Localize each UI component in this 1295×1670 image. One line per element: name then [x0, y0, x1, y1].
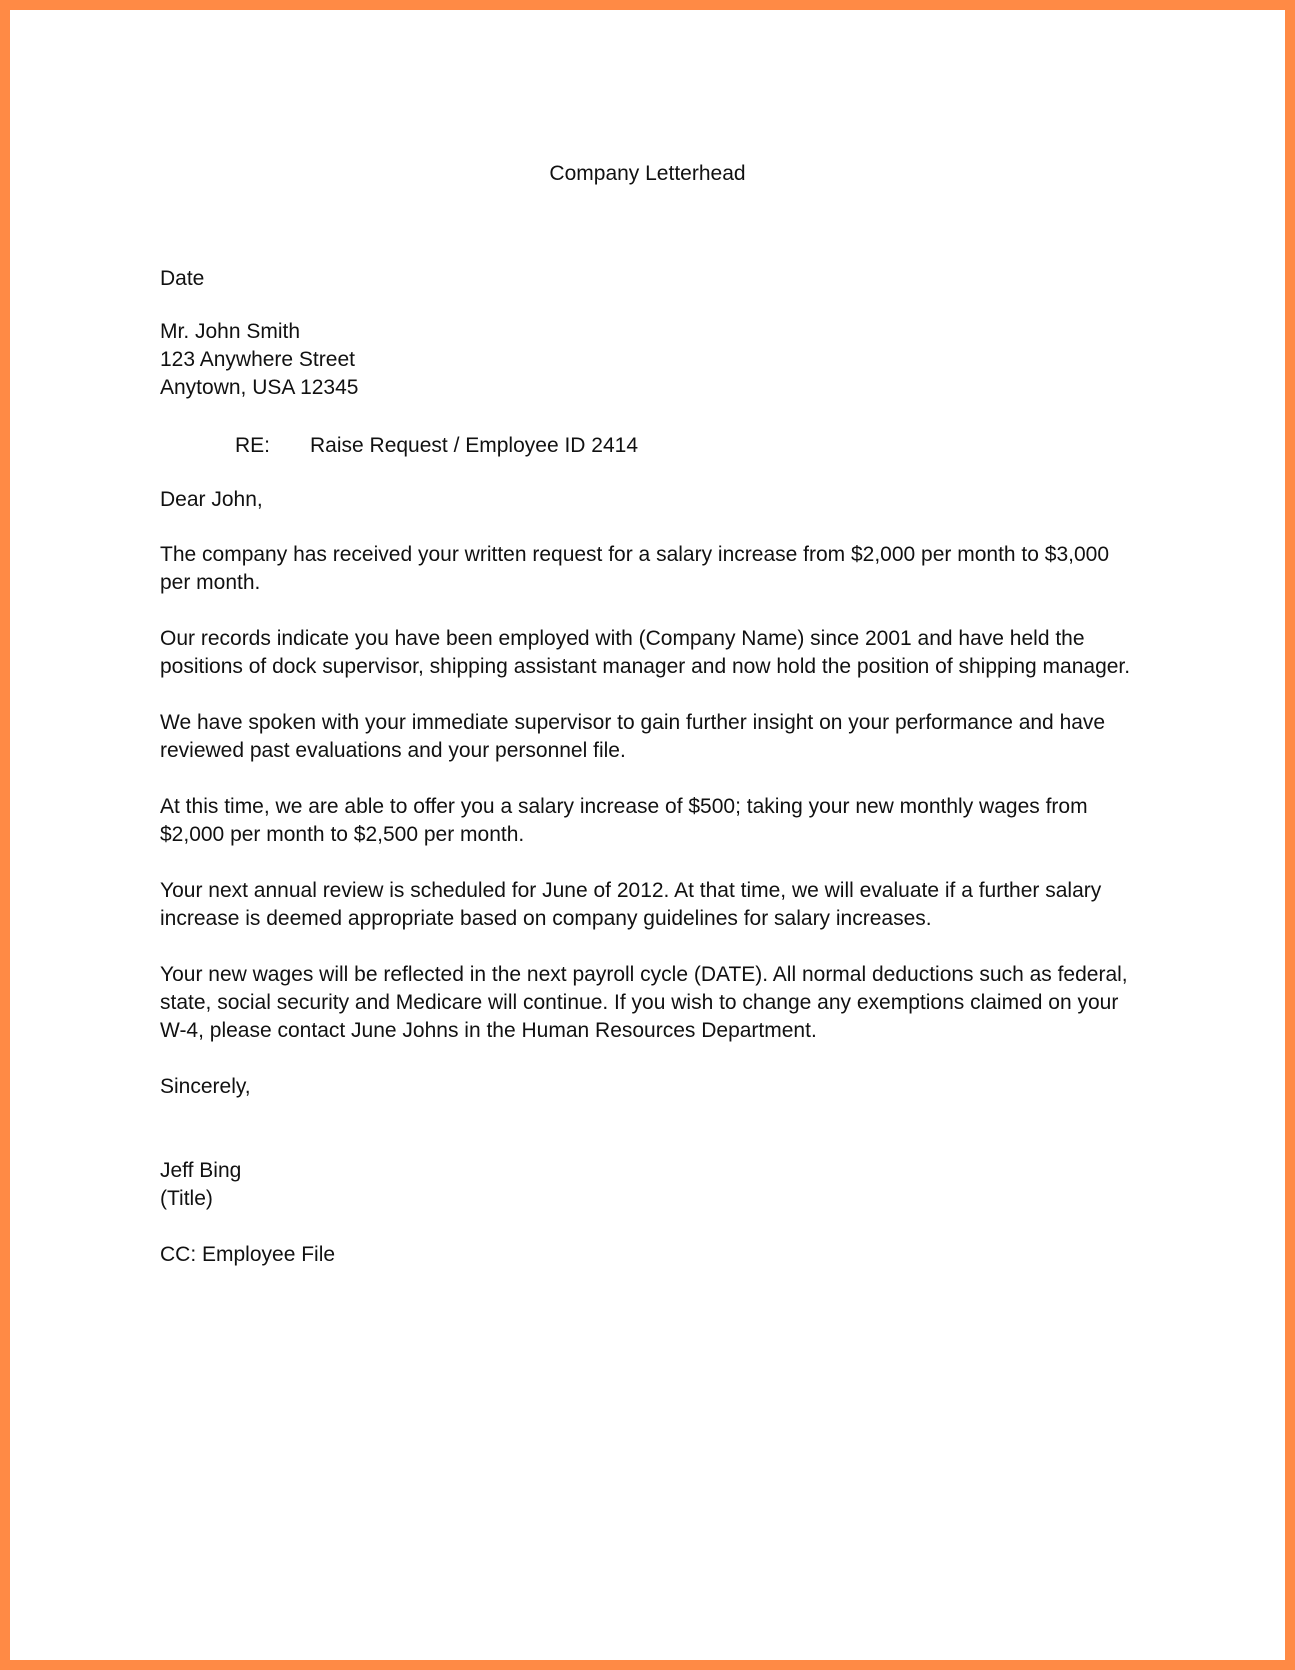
- recipient-street: 123 Anywhere Street: [160, 348, 355, 371]
- paragraph-3-line-2: reviewed past evaluations and your personnel file.: [160, 739, 626, 762]
- cc-line: CC: Employee File: [160, 1243, 336, 1266]
- closing: Sincerely,: [160, 1075, 251, 1098]
- paragraph-6-line-3: W-4, please contact June Johns in the Human Resources Department.: [160, 1019, 817, 1042]
- signer-name: Jeff Bing: [160, 1159, 242, 1182]
- paragraph-4-line-1: At this time, we are able to offer you a salary increase of $500; taking your new monthly wages from: [160, 795, 1088, 818]
- re-subject: Raise Request / Employee ID 2414: [310, 434, 639, 457]
- recipient-name: Mr. John Smith: [160, 320, 301, 343]
- salutation: Dear John,: [160, 488, 263, 511]
- paragraph-5-line-1: Your next annual review is scheduled for June of 2012. At that time, we will evaluate if a further salary: [160, 879, 1102, 902]
- paragraph-2-line-2: positions of dock supervisor, shipping assistant manager and now hold the position of shipping manager.: [160, 655, 1131, 678]
- paragraph-6-line-2: state, social security and Medicare will continue. If you wish to change any exemptions claimed on your: [160, 991, 1119, 1014]
- paragraph-2-line-1: Our records indicate you have been employed with (Company Name) since 2001 and have held the: [160, 627, 1085, 650]
- paragraph-1-line-2: per month.: [160, 571, 261, 594]
- date-line: Date: [160, 267, 205, 290]
- recipient-city: Anytown, USA 12345: [160, 376, 359, 399]
- paragraph-5-line-2: increase is deemed appropriate based on company guidelines for salary increases.: [160, 907, 932, 930]
- paragraph-1-line-1: The company has received your written request for a salary increase from $2,000 per month to $3,000: [160, 543, 1109, 566]
- paragraph-3-line-1: We have spoken with your immediate supervisor to gain further insight on your performance and have: [160, 711, 1106, 734]
- paragraph-6-line-1: Your new wages will be reflected in the next payroll cycle (DATE). All normal deductions such as federal,: [160, 963, 1128, 986]
- signer-title: (Title): [160, 1187, 213, 1210]
- re-label: RE:: [235, 434, 271, 457]
- letterhead: Company Letterhead: [549, 162, 746, 185]
- paragraph-4-line-2: $2,000 per month to $2,500 per month.: [160, 823, 525, 846]
